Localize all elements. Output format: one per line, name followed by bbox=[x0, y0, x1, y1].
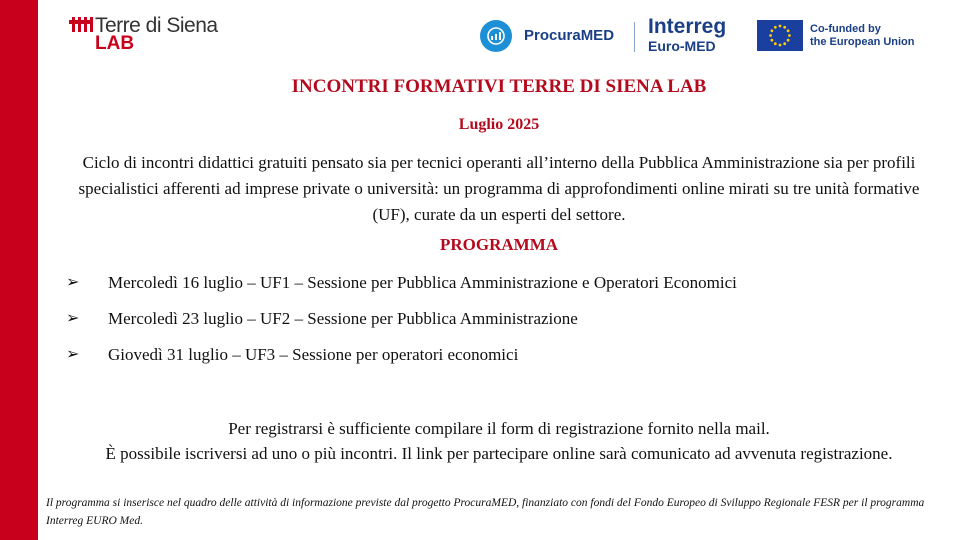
eu-text-line1: Co-funded by bbox=[810, 23, 881, 35]
registration-line-1: Per registrarsi è sufficiente compilare il form di registrazione fornito nella mail. bbox=[228, 419, 770, 438]
session-item bbox=[66, 308, 946, 344]
procuramed-name: ProcuraMED bbox=[524, 27, 615, 44]
eu-cofunded-text bbox=[810, 23, 915, 49]
program-heading: PROGRAMMA bbox=[439, 235, 559, 254]
logo-divider bbox=[634, 22, 635, 52]
session-item bbox=[66, 272, 946, 308]
session-text: Giovedì 31 luglio – UF3 – Sessione per operatori economici bbox=[108, 345, 519, 364]
interreg-name: Interreg bbox=[648, 15, 727, 38]
side-accent-bar bbox=[0, 0, 38, 540]
castle-icon bbox=[68, 16, 94, 32]
logo-text-terre-di-siena: Terre di Siena bbox=[95, 14, 218, 37]
eu-flag-icon bbox=[757, 20, 803, 51]
page-title: INCONTRI FORMATIVI TERRE DI SIENA LAB bbox=[291, 76, 707, 97]
eu-text-line2: the European Union bbox=[810, 36, 915, 48]
logo-text-lab: LAB bbox=[95, 33, 135, 54]
intro-paragraph: Ciclo di incontri didattici gratuiti pensato sia per tecnici operanti all’interno della Pubblica Amministrazione sia per profili specialistici afferenti ad imprese private o università: un programma di approfondimenti online mirati su tre unità formative (UF), curate da un esperti del settore. bbox=[78, 153, 920, 224]
terre-di-siena-lab-logo bbox=[68, 14, 218, 54]
session-text: Mercoledì 23 luglio – UF2 – Sessione per Pubblica Amministrazione bbox=[108, 309, 578, 328]
procuramed-emblem-icon bbox=[480, 20, 512, 52]
interreg-program: Euro-MED bbox=[648, 38, 716, 54]
registration-line-2: È possibile iscriversi ad uno o più incontri. Il link per partecipare online sarà comunicato ad avvenuta registrazione. bbox=[105, 444, 893, 463]
funding-footnote: Il programma si inserisce nel quadro delle attività di informazione previste dal progetto ProcuraMED, finanziato con fondi del Fondo Europeo di Sviluppo Regionale FESR per il programma Interreg EURO Med. bbox=[46, 497, 925, 527]
session-text: Mercoledì 16 luglio – UF1 – Sessione per Pubblica Amministrazione e Operatori Economici bbox=[108, 273, 737, 292]
arrow-bullet-icon: ➢ bbox=[66, 308, 80, 327]
page-subtitle: Luglio 2025 bbox=[458, 116, 540, 133]
arrow-bullet-icon: ➢ bbox=[66, 344, 80, 363]
arrow-bullet-icon: ➢ bbox=[66, 272, 80, 291]
session-item bbox=[66, 344, 946, 380]
interreg-logo bbox=[648, 16, 726, 55]
registration-info bbox=[38, 416, 960, 466]
session-list bbox=[66, 272, 946, 380]
